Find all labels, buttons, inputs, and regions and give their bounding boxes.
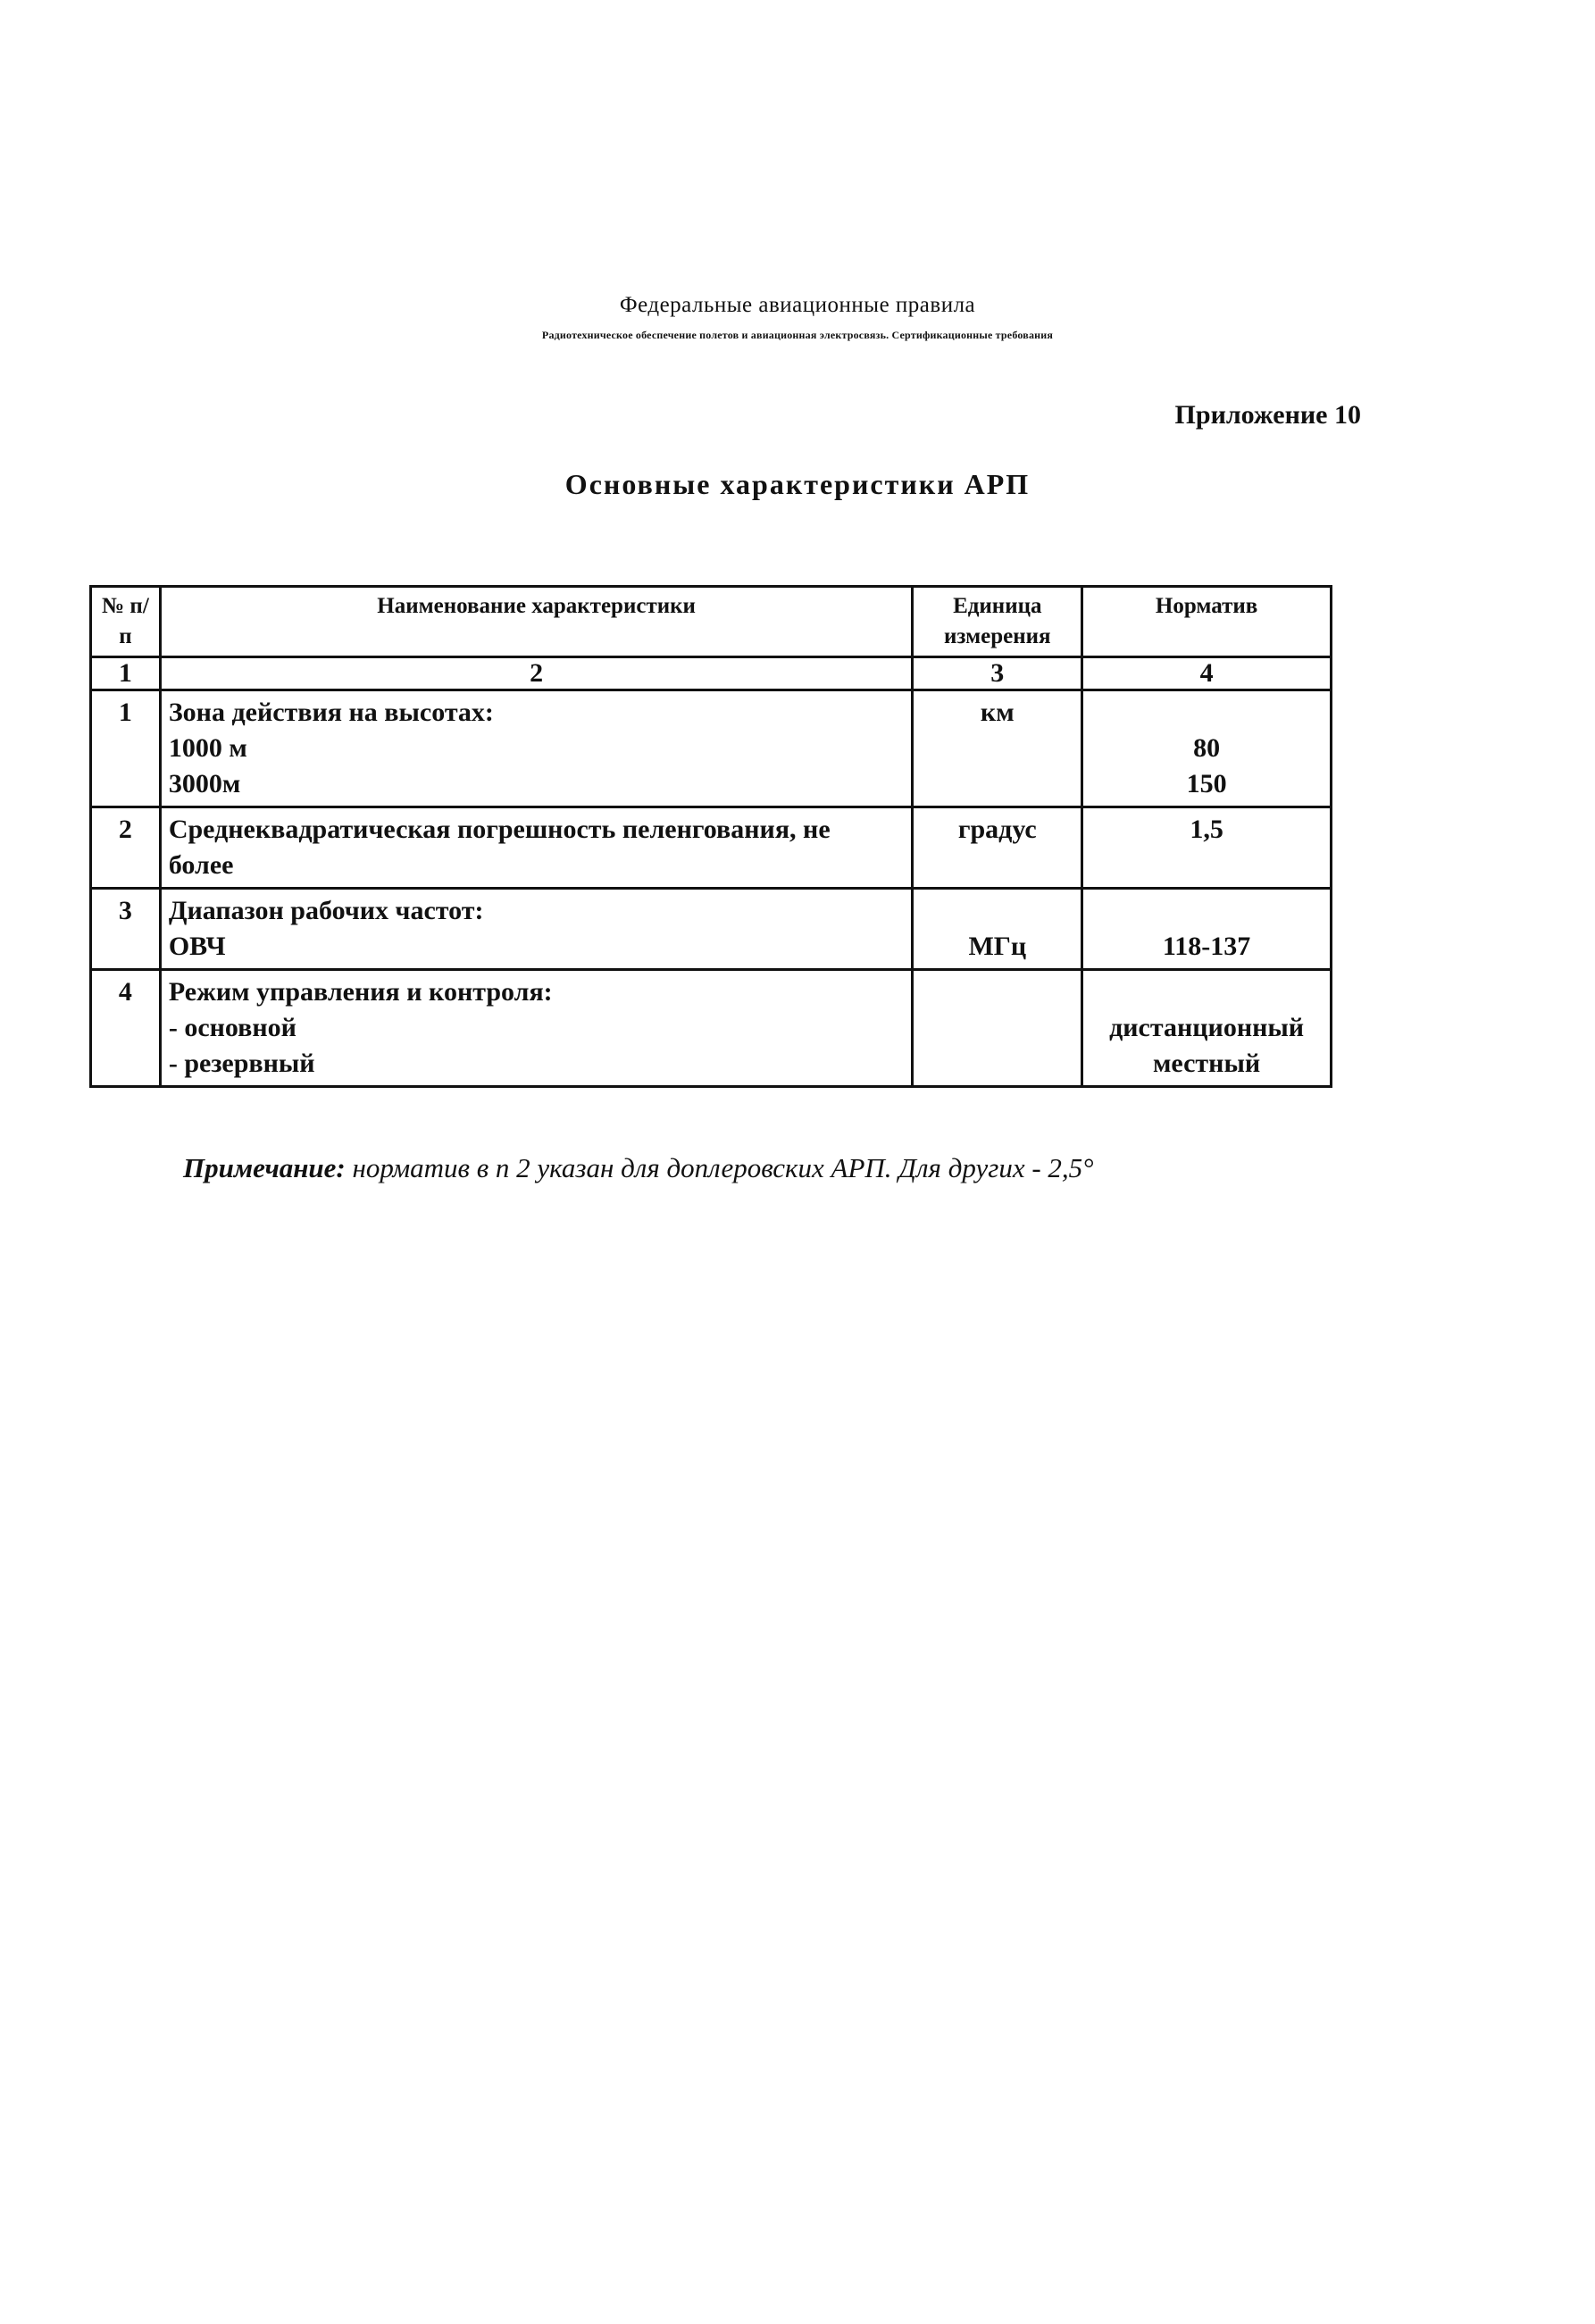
unit-of-measure <box>921 1046 1073 1082</box>
header-title: Федеральные авиационные правила <box>619 293 976 317</box>
row-number: 2 <box>91 807 161 889</box>
appendix-label: Приложение 10 <box>1174 400 1361 430</box>
unit-of-measure <box>921 731 1073 766</box>
header-norm: Норматив <box>1082 587 1332 657</box>
footnote-label: Примечание: <box>183 1152 346 1183</box>
characteristic-name: - основной <box>168 1013 296 1042</box>
characteristic-name: - резервный <box>168 1049 315 1078</box>
unit-of-measure <box>921 1010 1073 1046</box>
row-number: 3 <box>91 889 161 970</box>
unit-of-measure-cell <box>913 889 1082 970</box>
row-number: 4 <box>91 970 161 1087</box>
norm-value: дистанционный <box>1109 1013 1305 1042</box>
norm-value: 80 <box>1193 733 1221 763</box>
table-row <box>91 690 1332 807</box>
column-number: 2 <box>160 657 913 690</box>
footnote-text: норматив в п 2 указан для доплеровских АРП. Для других - 2,5° <box>352 1152 1094 1183</box>
unit-of-measure <box>921 766 1073 802</box>
row-number: 1 <box>91 690 161 807</box>
column-number: 4 <box>1082 657 1332 690</box>
norm-value: 118-137 <box>1162 932 1251 961</box>
column-number: 1 <box>91 657 161 690</box>
norm-value-cell <box>1082 889 1332 970</box>
unit-of-measure <box>921 893 1073 929</box>
characteristic-name-cell <box>160 889 913 970</box>
unit-of-measure-cell <box>913 970 1082 1087</box>
norm-value: 150 <box>1186 769 1227 798</box>
norm-value <box>1090 893 1323 929</box>
unit-of-measure: градус <box>957 815 1037 844</box>
characteristic-name: 3000м <box>168 769 241 798</box>
characteristic-name: Диапазон рабочих частот: <box>168 896 484 925</box>
characteristics-table <box>89 585 1332 1088</box>
column-number-row <box>91 657 1332 690</box>
table-header-row <box>91 587 1332 657</box>
unit-of-measure: км <box>980 698 1015 727</box>
characteristic-name: Режим управления и контроля: <box>168 977 553 1007</box>
unit-of-measure-cell <box>913 690 1082 807</box>
norm-value <box>1090 848 1323 883</box>
characteristic-name: Зона действия на высотах: <box>168 698 494 727</box>
norm-value <box>1090 974 1323 1010</box>
norm-value: 1,5 <box>1190 815 1223 844</box>
norm-value-cell <box>1082 970 1332 1087</box>
norm-value-cell <box>1082 690 1332 807</box>
characteristic-name: более <box>168 850 234 880</box>
footnote <box>183 1152 1433 1184</box>
header-name: Наименование характеристики <box>160 587 913 657</box>
norm-value <box>1090 695 1323 731</box>
header-unit: Единица измерения <box>913 587 1082 657</box>
characteristic-name: 1000 м <box>168 733 247 763</box>
norm-value-cell <box>1082 807 1332 889</box>
unit-of-measure: МГц <box>968 932 1027 961</box>
header-num: № п/п <box>91 587 161 657</box>
document-title: Основные характеристики АРП <box>564 468 1031 500</box>
table-row <box>91 970 1332 1087</box>
characteristic-name: Среднеквадратическая погрешность пеленгования, не <box>168 815 831 844</box>
unit-of-measure <box>921 848 1073 883</box>
unit-of-measure-cell <box>913 807 1082 889</box>
column-number: 3 <box>913 657 1082 690</box>
norm-value: местный <box>1153 1049 1261 1078</box>
table-row <box>91 807 1332 889</box>
characteristic-name: ОВЧ <box>168 932 226 961</box>
table-row <box>91 889 1332 970</box>
characteristic-name-cell <box>160 690 913 807</box>
characteristic-name-cell <box>160 807 913 889</box>
header-subtitle: Радиотехническое обеспечение полетов и авиационная электросвязь. Сертификационные требования <box>541 329 1054 341</box>
characteristic-name-cell <box>160 970 913 1087</box>
unit-of-measure <box>921 974 1073 1010</box>
